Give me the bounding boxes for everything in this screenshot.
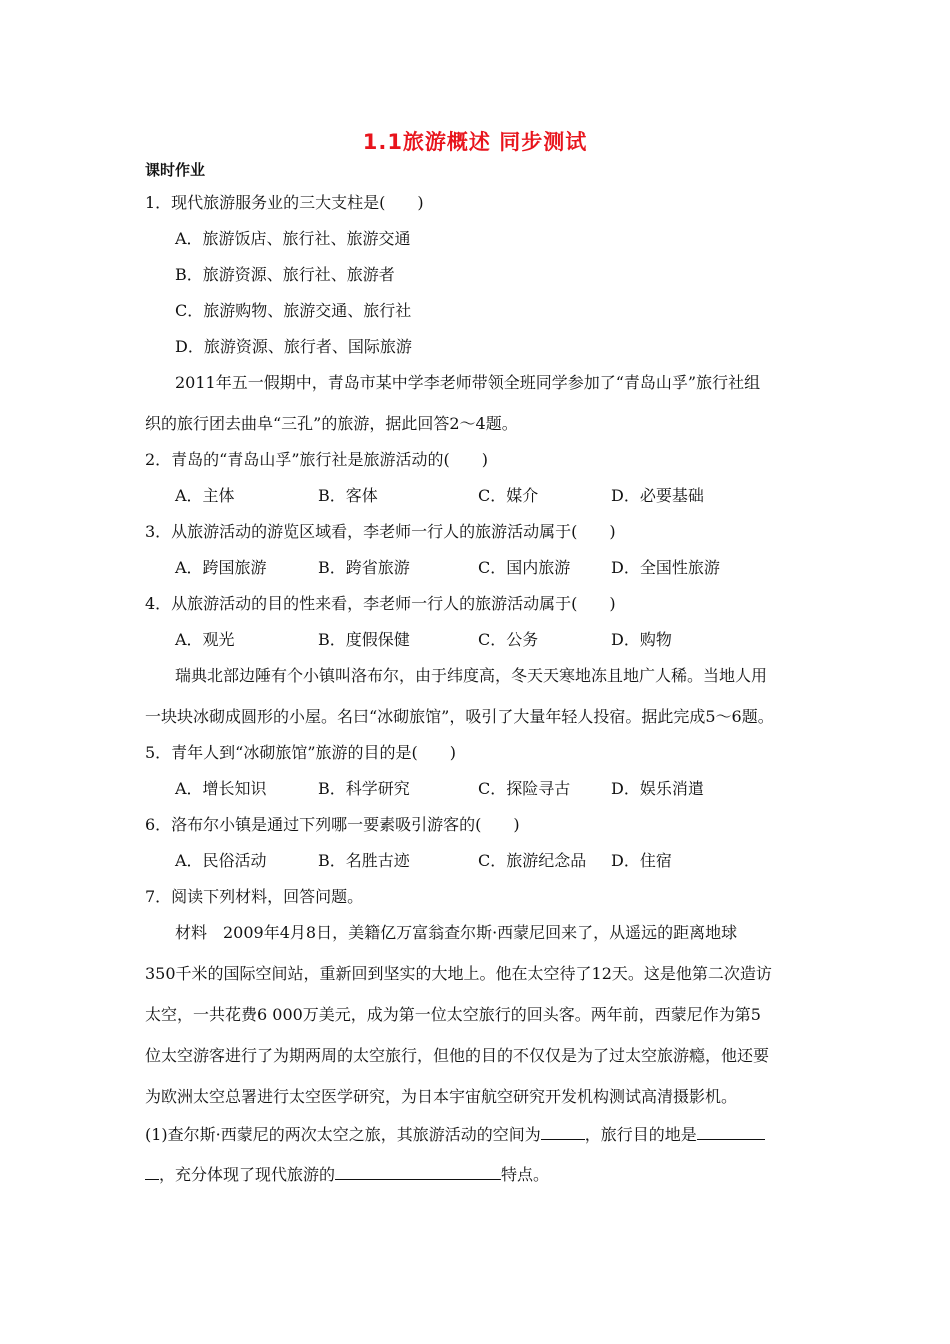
question-2-option-b: B．客体 bbox=[318, 486, 378, 505]
question-5-option-d: D．娱乐消遣 bbox=[611, 779, 704, 798]
question-4-option-c: C．公务 bbox=[478, 630, 539, 649]
sub1-text-2: ，旅行目的地是 bbox=[584, 1125, 697, 1144]
question-6-option-c: C．旅游纪念品 bbox=[478, 851, 587, 870]
material-2-line-1: 瑞典北部边陲有个小镇叫洛布尔，由于纬度高，冬天天寒地冻且地广人稀。当地人用 bbox=[175, 666, 768, 685]
answer-blank-2[interactable] bbox=[697, 1125, 765, 1140]
question-4-option-b: B．度假保健 bbox=[318, 630, 410, 649]
question-1-option-d: D．旅游资源、旅行者、国际旅游 bbox=[175, 337, 412, 356]
answer-blank-1[interactable] bbox=[541, 1125, 585, 1140]
question-5-option-b: B．科学研究 bbox=[318, 779, 410, 798]
answer-blank-3[interactable] bbox=[335, 1165, 501, 1180]
question-3-option-d: D．全国性旅游 bbox=[611, 558, 720, 577]
question-2-option-a: A．主体 bbox=[175, 486, 235, 505]
material-1-line-1: 2011年五一假期中，青岛市某中学李老师带领全班同学参加了“青岛山孚”旅行社组 bbox=[175, 373, 761, 392]
question-7-material-line-1: 材料 2009年4月8日，美籍亿万富翁查尔斯·西蒙尼回来了，从遥远的距离地球 bbox=[175, 923, 738, 942]
question-5-stem: 5．青年人到“冰砌旅馆”旅游的目的是( ) bbox=[145, 743, 457, 762]
question-4-stem: 4．从旅游活动的目的性来看，李老师一行人的旅游活动属于( ) bbox=[145, 594, 616, 613]
question-3-option-c: C．国内旅游 bbox=[478, 558, 571, 577]
question-5-option-a: A．增长知识 bbox=[175, 779, 267, 798]
material-2-line-2: 一块块冰砌成圆形的小屋。名曰“冰砌旅馆”，吸引了大量年轻人投宿。据此完成5～6题。 bbox=[145, 707, 774, 726]
question-2-option-d: D．必要基础 bbox=[611, 486, 704, 505]
question-4-option-d: D．购物 bbox=[611, 630, 672, 649]
question-7-material-line-3: 太空，一共花费6 000万美元，成为第一位太空旅行的回头客。两年前，西蒙尼作为第5 bbox=[145, 1005, 761, 1024]
question-1-option-b: B．旅游资源、旅行社、旅游者 bbox=[175, 265, 395, 284]
answer-blank-2-continued[interactable] bbox=[145, 1165, 159, 1180]
question-7-stem: 7．阅读下列材料，回答问题。 bbox=[145, 887, 364, 906]
material-1-line-2: 织的旅行团去曲阜“三孔”的旅游，据此回答2～4题。 bbox=[145, 414, 518, 433]
question-2-stem: 2．青岛的“青岛山孚”旅行社是旅游活动的( ) bbox=[145, 450, 489, 469]
page-title: 1.1旅游概述 同步测试 bbox=[362, 130, 588, 154]
sub1-text-3: ，充分体现了现代旅游的 bbox=[159, 1165, 336, 1184]
question-7-material-line-4: 位太空游客进行了为期两周的太空旅行，但他的目的不仅仅是为了过太空旅游瘾，他还要 bbox=[145, 1046, 770, 1065]
question-6-stem: 6．洛布尔小镇是通过下列哪一要素吸引游客的( ) bbox=[145, 815, 520, 834]
question-7-sub1-line-2 bbox=[145, 1165, 549, 1185]
question-6-option-a: A．民俗活动 bbox=[175, 851, 267, 870]
sub1-text-4: 特点。 bbox=[501, 1165, 550, 1184]
question-4-option-a: A．观光 bbox=[175, 630, 235, 649]
question-3-stem: 3．从旅游活动的游览区域看，李老师一行人的旅游活动属于( ) bbox=[145, 522, 616, 541]
question-1-stem: 1．现代旅游服务业的三大支柱是( ) bbox=[145, 193, 424, 212]
question-6-option-b: B．名胜古迹 bbox=[318, 851, 410, 870]
sub1-text-1: (1)查尔斯·西蒙尼的两次太空之旅，其旅游活动的空间为 bbox=[145, 1125, 541, 1144]
question-7-sub1-line-1 bbox=[145, 1125, 765, 1145]
section-heading: 课时作业 bbox=[145, 161, 206, 179]
question-1-option-c: C．旅游购物、旅游交通、旅行社 bbox=[175, 301, 412, 320]
question-7-material-line-5: 为欧洲太空总署进行太空医学研究，为日本宇宙航空研究开发机构测试高清摄影机。 bbox=[145, 1087, 738, 1106]
question-3-option-b: B．跨省旅游 bbox=[318, 558, 410, 577]
question-1-option-a: A．旅游饭店、旅行社、旅游交通 bbox=[175, 229, 411, 248]
question-7-material-line-2: 350千米的国际空间站，重新回到坚实的大地上。他在太空待了12天。这是他第二次造访 bbox=[145, 964, 772, 983]
question-6-option-d: D．住宿 bbox=[611, 851, 672, 870]
question-5-option-c: C．探险寻古 bbox=[478, 779, 571, 798]
question-3-option-a: A．跨国旅游 bbox=[175, 558, 267, 577]
question-2-option-c: C．媒介 bbox=[478, 486, 539, 505]
